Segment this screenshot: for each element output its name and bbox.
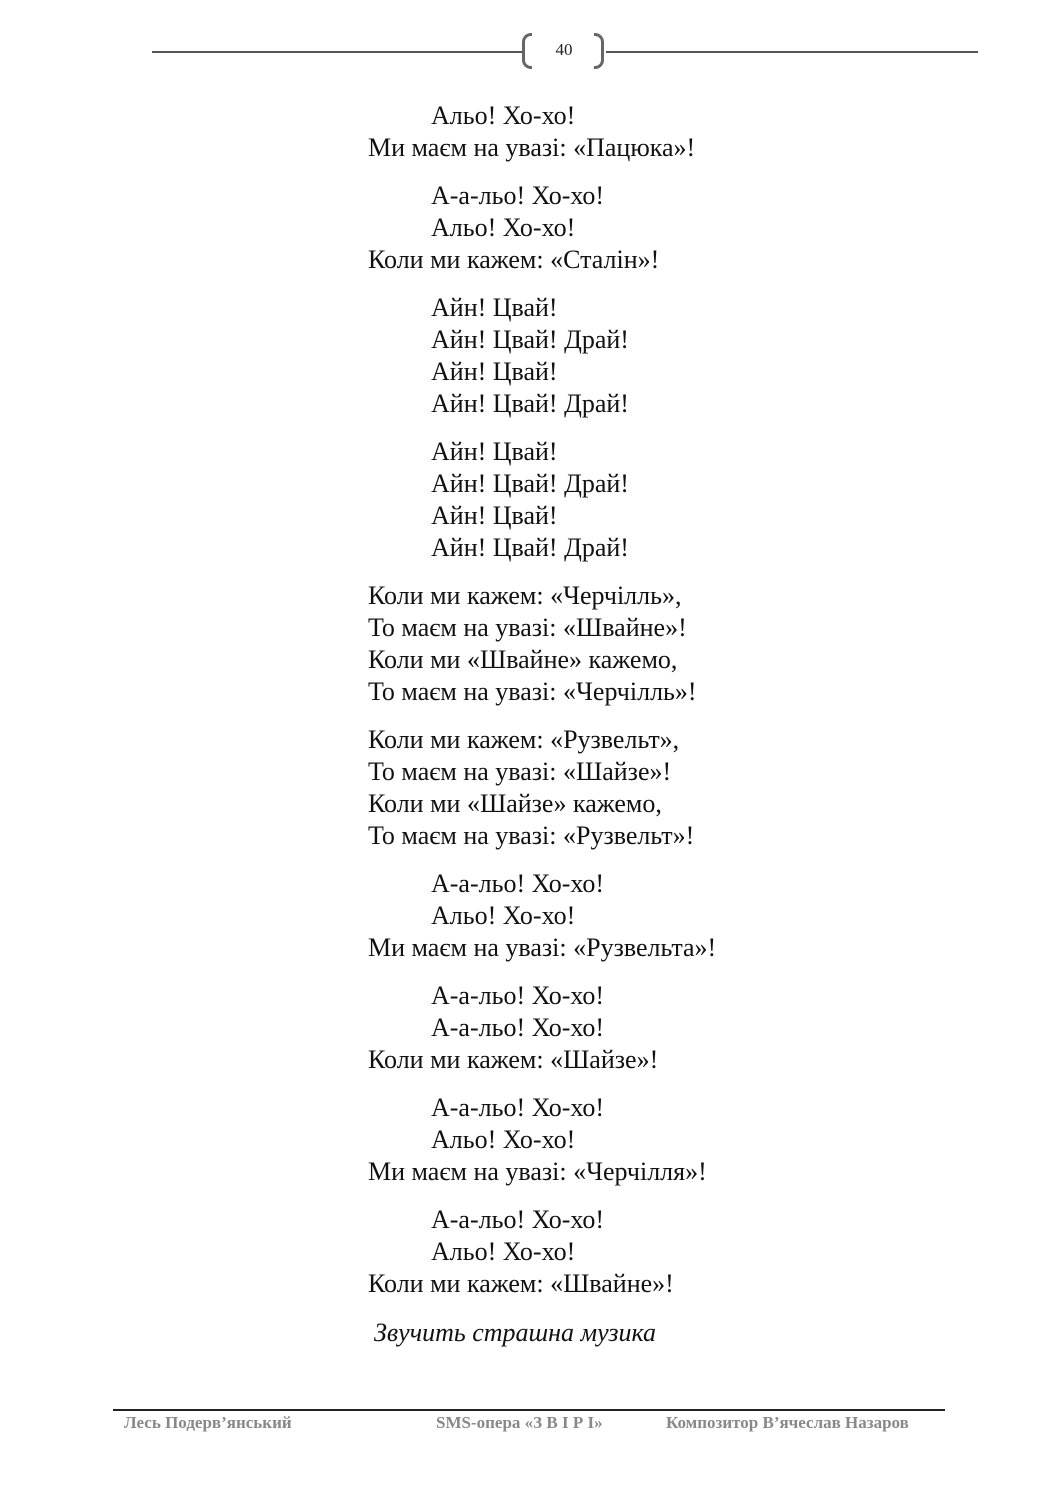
stanza xyxy=(368,1204,888,1300)
verse-line: А-а-льо! Хо-хо! xyxy=(431,181,605,210)
verse-line: Коли ми кажем: «Рузвельт», xyxy=(368,725,680,754)
page-header xyxy=(0,0,1058,110)
verse-line: Коли ми «Шайзе» кажемо, xyxy=(368,789,662,818)
verse-line: Айн! Цвай! xyxy=(431,501,558,530)
page-number-bracket-open xyxy=(522,33,532,69)
verse-line: Альо! Хо-хо! xyxy=(431,1237,576,1266)
footer-author: Лесь Подерв’янський xyxy=(124,1413,292,1432)
verse-line: Айн! Цвай! xyxy=(431,293,558,322)
stage-direction: Звучить страшна музика xyxy=(374,1318,657,1347)
verse-line: Коли ми кажем: «Швайне»! xyxy=(368,1269,674,1298)
footer-work-title: SMS-опера «З В І Р І» xyxy=(436,1413,603,1432)
stanza xyxy=(368,980,888,1076)
verse-line: Ми маєм на увазі: «Рузвельта»! xyxy=(368,933,717,962)
header-rule-right xyxy=(606,51,978,53)
verse-line: Коли ми кажем: «Шайзе»! xyxy=(368,1045,659,1074)
footer-rule xyxy=(113,1409,945,1411)
verse-line: Ми маєм на увазі: «Пацюка»! xyxy=(368,133,696,162)
page-number-bracket-close xyxy=(594,33,604,69)
verse-line: Айн! Цвай! Драй! xyxy=(431,389,629,418)
stanza xyxy=(368,724,888,852)
verse-line: То маєм на увазі: «Рузвельт»! xyxy=(368,821,695,850)
stanza xyxy=(368,436,888,564)
verse-line: Коли ми «Швайне» кажемо, xyxy=(368,645,678,674)
verse-text xyxy=(368,100,888,1350)
verse-line: Айн! Цвай! Драй! xyxy=(431,469,629,498)
verse-line: Айн! Цвай! xyxy=(431,357,558,386)
verse-line: А-а-льо! Хо-хо! xyxy=(431,981,605,1010)
verse-line: А-а-льо! Хо-хо! xyxy=(431,1013,605,1042)
header-rule-left xyxy=(152,51,522,53)
stanza xyxy=(368,868,888,964)
stanza xyxy=(368,180,888,276)
verse-line: Коли ми кажем: «Черчілль», xyxy=(368,581,682,610)
verse-line: То маєм на увазі: «Швайне»! xyxy=(368,613,687,642)
verse-line: То маєм на увазі: «Черчілль»! xyxy=(368,677,697,706)
verse-line: А-а-льо! Хо-хо! xyxy=(431,869,605,898)
verse-line: Альо! Хо-хо! xyxy=(431,901,576,930)
verse-line: А-а-льо! Хо-хо! xyxy=(431,1205,605,1234)
stanza xyxy=(368,580,888,708)
verse-line: Айн! Цвай! Драй! xyxy=(431,533,629,562)
verse-line: Коли ми кажем: «Сталін»! xyxy=(368,245,660,274)
verse-line: Альо! Хо-хо! xyxy=(431,1125,576,1154)
verse-line: Айн! Цвай! Драй! xyxy=(431,325,629,354)
verse-line: Ми маєм на увазі: «Черчілля»! xyxy=(368,1157,707,1186)
stanza xyxy=(368,100,888,164)
stanza-list xyxy=(368,100,888,1300)
verse-line: А-а-льо! Хо-хо! xyxy=(431,1093,605,1122)
page-number: 40 xyxy=(555,40,573,59)
footer-composer: Композитор В’ячеслав Назаров xyxy=(666,1413,909,1432)
verse-line: Альо! Хо-хо! xyxy=(431,213,576,242)
verse-line: То маєм на увазі: «Шайзе»! xyxy=(368,757,672,786)
verse-line: Альо! Хо-хо! xyxy=(431,101,576,130)
stanza xyxy=(368,292,888,420)
verse-line: Айн! Цвай! xyxy=(431,437,558,466)
stanza xyxy=(368,1092,888,1188)
